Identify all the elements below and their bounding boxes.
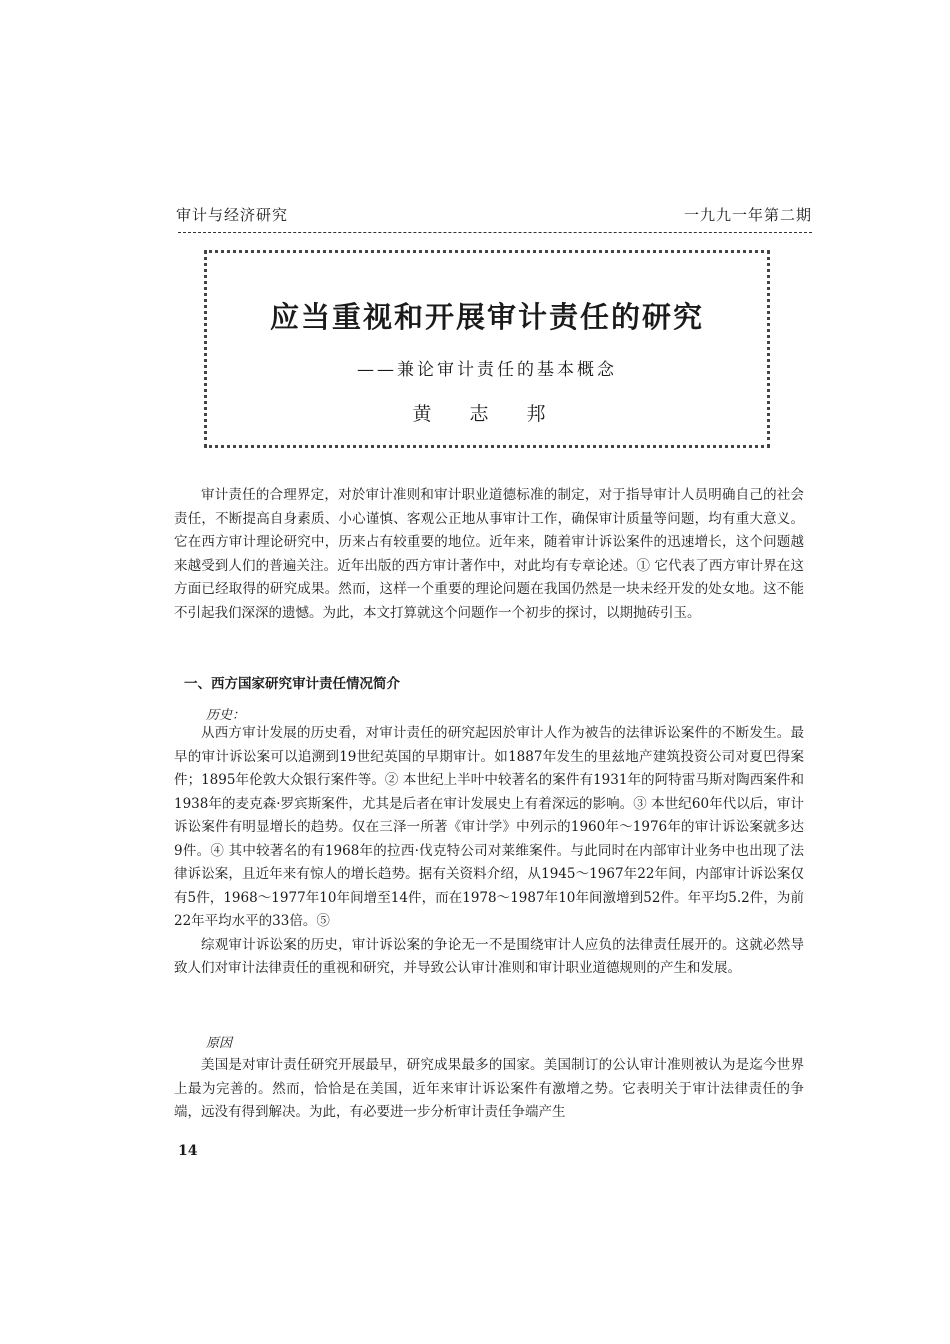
history-paragraph-2: 综观审计诉讼案的历史，审计诉讼案的争论无一不是围绕审计人应负的法律责任展开的。这就必然导致人们对审计法律责任的重视和研究，并导致公认审计准则和审计职业道德规则的产生和发展。 (174, 936, 804, 976)
article-title: 应当重视和开展审计责任的研究 (269, 300, 704, 334)
title-frame (204, 250, 770, 448)
article-author: 黄 志 邦 (412, 403, 562, 425)
history-paragraph-1: 从西方审计发展的历史看，对审计责任的研究起因於审计人作为被告的法律诉讼案件的不断发生。最早的审计诉讼案可以追溯到19世纪英国的早期审计。如1887年发生的里兹地产建筑投资公司对夏巴得案件；1895年伦敦大众银行案件等。② 本世纪上半叶中较著名的案件有1931年的阿特雷马斯对陶西案件和1938年的麦克森·罗宾斯案件，尤其是后者在审计发展史上有着深远的影响。③ 本世纪60年代以后，审计诉讼案件有明显增长的趋势。仅在三泽一所著《审计学》中列示的1960年～1976年的审计诉讼案就多达9件。④ 其中较著名的有1968年的拉西·伐克特公司对莱维案件。与此同时在内部审计业务中也出现了法律诉讼案，且近年来有惊人的增长趋势。据有关资料介绍，从1945～1967年22年间，内部审计诉讼案仅有5件，1968～1977年10年间增至14件，而在1978～1987年10年间激增到52件。年平均5.2件，为前22年平均水平的33倍。⑤ (174, 725, 804, 929)
history-block (174, 722, 804, 981)
journal-name: 审计与经济研究 (176, 206, 289, 224)
article-subtitle: ——兼论审计责任的基本概念 (357, 360, 617, 380)
reason-label: 原因 (206, 1036, 233, 1051)
intro-block (174, 484, 804, 625)
page-number: 14 (178, 1143, 198, 1159)
intro-paragraph: 审计责任的合理界定，对於审计准则和审计职业道德标准的制定，对于指导审计人员明确自己的社会责任，不断提高自身素质、小心谨慎、客观公正地从事审计工作，确保审计质量等问题，均有重大意义。它在西方审计理论研究中，历来占有较重要的地位。近年来，随着审计诉讼案件的迅速增长，这个问题越来越受到人们的普遍关注。近年出版的西方审计著作中，对此均有专章论述。① 它代表了西方审计界在这方面已经取得的研究成果。然而，这样一个重要的理论问题在我国仍然是一块未经开发的处女地。这不能不引起我们深深的遗憾。为此，本文打算就这个问题作一个初步的探讨，以期抛砖引玉。 (174, 487, 804, 621)
reason-paragraph-1: 美国是对审计责任研究开展最早，研究成果最多的国家。美国制订的公认审计准则被认为是迄今世界上最为完善的。然而，恰恰是在美国，近年来审计诉讼案件有激增之势。它表明关于审计法律责任的争端，远没有得到解决。为此，有必要进一步分析审计责任争端产生 (174, 1057, 804, 1120)
running-header (176, 200, 812, 230)
section-heading: 一、西方国家研究审计责任情况简介 (184, 676, 400, 692)
header-divider (178, 232, 812, 233)
issue-label: 一九九一年第二期 (683, 206, 812, 224)
history-label: 历史： (206, 708, 246, 723)
reason-block (174, 1054, 804, 1125)
